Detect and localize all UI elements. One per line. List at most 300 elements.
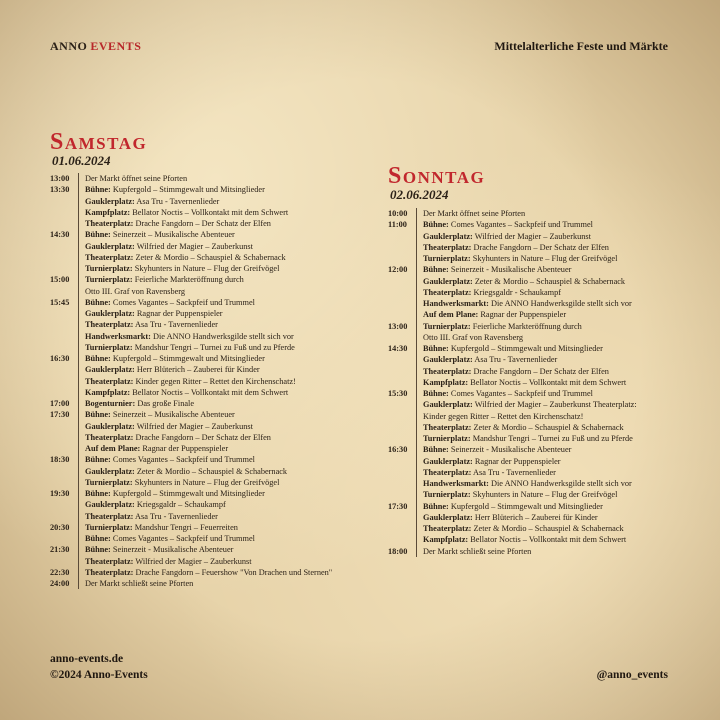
venue-label: Gauklerplatz: <box>423 456 473 466</box>
schedule-entry <box>85 578 193 589</box>
schedule-time: 12:00 <box>388 265 408 275</box>
schedule-entry <box>423 332 523 343</box>
time-divider <box>78 421 79 432</box>
schedule-row <box>50 229 332 240</box>
venue-label: Bühne: <box>423 344 449 353</box>
schedule-time: 16:30 <box>50 354 70 363</box>
venue-label: Theaterplatz: <box>85 320 134 330</box>
event-text: Das große Finale <box>137 399 195 408</box>
venue-label: Bogenturnier: <box>85 399 136 408</box>
event-text: Seinerzeit – Musikalische Abenteuer <box>112 230 235 240</box>
venue-label: Theaterplatz: <box>85 567 134 577</box>
venue-label: Theaterplatz: <box>423 524 472 533</box>
venue-label: Gauklerplatz: <box>423 276 473 286</box>
time-divider <box>416 298 417 309</box>
schedule-time <box>388 467 414 478</box>
schedule-row <box>50 488 332 499</box>
schedule-row <box>50 207 332 218</box>
schedule-time <box>50 319 76 330</box>
venue-label: Bühne: <box>85 489 111 498</box>
schedule-row <box>388 467 637 478</box>
schedule-entry <box>423 309 566 320</box>
schedule-time <box>388 309 414 320</box>
schedule-entry <box>85 263 279 274</box>
event-text: Bellator Noctis – Vollkontakt mit dem Schwert <box>132 387 289 397</box>
schedule-time: 14:30 <box>388 344 408 353</box>
venue-label: Handwerksmarkt: <box>85 331 151 341</box>
website-link[interactable]: anno-events.de <box>50 653 124 665</box>
time-divider <box>416 534 417 545</box>
event-text: Drache Fangdorn – Der Schatz der Elfen <box>135 219 271 228</box>
schedule-entry <box>423 321 582 332</box>
event-text: Wilfried der Magier – Zauberkunst <box>135 556 252 566</box>
schedule-time: 15:00 <box>50 275 70 285</box>
schedule-row <box>388 377 637 388</box>
time-divider <box>78 477 79 488</box>
schedule-time <box>388 366 414 377</box>
schedule-entry <box>423 489 617 500</box>
time-divider <box>78 263 79 274</box>
schedule-row <box>50 364 332 375</box>
schedule-row <box>388 309 637 320</box>
schedule-row <box>388 422 637 433</box>
event-text: Bellator Noctis – Vollkontakt mit dem Schwert <box>470 377 627 387</box>
event-text: Kupfergold – Stimmgewalt und Mitsinglieder <box>112 185 265 195</box>
schedule-entry <box>423 546 531 557</box>
event-text: Wilfried der Magier – Zauberkunst <box>474 231 591 241</box>
time-divider <box>416 354 417 365</box>
event-text: Herr Blüterich – Zauberei für Kinder <box>474 512 598 522</box>
schedule-row <box>50 398 332 409</box>
schedule-time <box>388 534 414 545</box>
schedule-row <box>388 276 637 287</box>
event-text: Zeter & Mordio – Schauspiel & Schabernack <box>473 524 624 533</box>
schedule-entry <box>85 533 255 544</box>
schedule-row <box>388 433 637 444</box>
sunday-schedule <box>388 208 637 557</box>
time-divider <box>416 422 417 433</box>
event-text: Drache Fangdorn – Feuershow "Von Drachen und Sternen" <box>135 567 333 577</box>
venue-label: Theaterplatz: <box>85 252 134 262</box>
venue-label: Gauklerplatz: <box>423 231 473 241</box>
event-text: Drache Fangdorn – Der Schatz der Elfen <box>473 242 609 252</box>
schedule-entry <box>85 556 252 567</box>
venue-label: Turnierplatz: <box>423 321 471 331</box>
schedule-row <box>50 297 332 308</box>
schedule-time <box>388 354 414 365</box>
schedule-time <box>50 286 76 297</box>
schedule-entry <box>423 231 591 242</box>
schedule-entry <box>85 173 187 184</box>
schedule-row <box>50 274 332 285</box>
time-divider <box>416 478 417 489</box>
event-text: Otto III. Graf von Ravensberg <box>85 286 186 296</box>
schedule-time <box>388 242 414 253</box>
schedule-time: 16:30 <box>388 445 408 455</box>
venue-label: Bühne: <box>423 445 449 455</box>
event-text: Otto III. Graf von Ravensberg <box>423 332 524 342</box>
schedule-entry <box>423 276 625 287</box>
schedule-row <box>50 252 332 263</box>
time-divider <box>416 309 417 320</box>
time-divider <box>416 377 417 388</box>
venue-label: Kampfplatz: <box>85 387 131 397</box>
time-divider <box>78 319 79 330</box>
time-divider <box>78 544 79 555</box>
schedule-row <box>388 343 637 354</box>
schedule-time: 10:00 <box>388 209 408 218</box>
time-divider <box>78 297 79 308</box>
time-divider <box>416 489 417 500</box>
event-text: Der Markt öffnet seine Pforten <box>423 209 526 218</box>
schedule-time: 17:00 <box>50 399 70 408</box>
schedule-time <box>388 276 414 287</box>
schedule-entry <box>423 422 624 433</box>
event-text: Ragnar der Puppenspieler <box>474 456 561 466</box>
schedule-row <box>50 342 332 353</box>
schedule-row <box>388 231 637 242</box>
schedule-row <box>388 242 637 253</box>
schedule-entry <box>423 411 583 422</box>
schedule-time <box>388 478 414 489</box>
schedule-time: 17:30 <box>388 501 408 511</box>
schedule-entry <box>85 218 271 229</box>
copyright: ©2024 Anno-Events <box>50 669 148 681</box>
schedule-entry <box>423 534 626 545</box>
event-text: Der Markt schließt seine Pforten <box>423 546 532 556</box>
schedule-row <box>388 399 637 410</box>
time-divider <box>416 546 417 557</box>
venue-label: Kampfplatz: <box>423 377 469 387</box>
schedule-time: 20:30 <box>50 522 70 532</box>
time-divider <box>416 523 417 534</box>
schedule-entry <box>85 286 185 297</box>
schedule-time: 13:30 <box>50 185 70 195</box>
venue-label: Gauklerplatz: <box>85 309 135 318</box>
schedule-row <box>388 332 637 343</box>
schedule-row <box>50 567 332 578</box>
schedule-time <box>388 422 414 433</box>
time-divider <box>78 522 79 533</box>
schedule-entry <box>423 219 593 230</box>
schedule-entry <box>85 398 194 409</box>
schedule-time: 17:30 <box>50 410 70 420</box>
venue-label: Kampfplatz: <box>423 535 469 545</box>
schedule-time: 15:45 <box>50 297 70 307</box>
venue-label: Handwerksmarkt: <box>423 479 489 488</box>
schedule-entry <box>85 544 233 555</box>
schedule-row <box>50 387 332 398</box>
venue-label: Theaterplatz: <box>85 219 134 228</box>
schedule-entry <box>423 523 624 534</box>
schedule-row <box>50 544 332 555</box>
event-text: Asa Tru - Tavernenlieder <box>136 196 220 206</box>
schedule-time: 13:00 <box>388 321 408 331</box>
tagline: Mittelalterliche Feste und Märkte <box>494 39 668 53</box>
time-divider <box>78 342 79 353</box>
schedule-entry <box>85 376 296 387</box>
venue-label: Theaterplatz: <box>423 422 472 432</box>
time-divider <box>416 264 417 275</box>
time-divider <box>416 433 417 444</box>
event-text: Kupfergold – Stimmgewalt und Mitsinglieder <box>112 489 265 498</box>
time-divider <box>416 343 417 354</box>
event-text: Kriegsgaldr - Schaukampf <box>473 287 562 297</box>
schedule-time <box>388 433 414 444</box>
time-divider <box>78 409 79 420</box>
time-divider <box>78 274 79 285</box>
venue-label: Gauklerplatz: <box>423 400 473 410</box>
venue-label: Turnierplatz: <box>85 275 133 285</box>
event-text: Feierliche Markteröffnung durch <box>472 321 582 331</box>
event-text: Kupfergold – Stimmgewalt und Mitsinglieder <box>112 354 265 363</box>
schedule-row <box>50 173 332 184</box>
event-text: Wilfried der Magier – Zauberkunst <box>136 241 253 251</box>
schedule-entry <box>85 241 253 252</box>
venue-label: Bühne: <box>423 389 449 398</box>
time-divider <box>78 454 79 465</box>
schedule-entry <box>85 432 271 443</box>
venue-label: Bühne: <box>85 297 111 307</box>
time-divider <box>78 229 79 240</box>
time-divider <box>78 376 79 387</box>
event-text: Die ANNO Handwerksgilde stellt sich vor <box>491 479 632 488</box>
schedule-time <box>388 287 414 298</box>
event-text: Der Markt schließt seine Pforten <box>85 579 194 588</box>
venue-label: Gauklerplatz: <box>85 421 135 431</box>
schedule-time <box>388 512 414 523</box>
event-text: Seinerzeit - Musikalische Abenteuer <box>450 265 572 275</box>
time-divider <box>78 511 79 522</box>
schedule-time <box>50 342 76 353</box>
schedule-time <box>388 411 414 422</box>
venue-label: Handwerksmarkt: <box>423 299 489 308</box>
schedule-row <box>50 241 332 252</box>
event-text: Mandshur Tengri – Turnei zu Fuß und zu Pferde <box>472 434 633 443</box>
schedule-row <box>50 409 332 420</box>
time-divider <box>416 444 417 455</box>
schedule-row <box>50 353 332 364</box>
event-text: Ragnar der Puppenspieler <box>136 309 223 318</box>
event-text: Zeter & Mordio – Schauspiel & Schabernack <box>473 422 624 432</box>
saturday-date: 01.06.2024 <box>52 153 111 168</box>
schedule-entry <box>85 421 253 432</box>
schedule-entry <box>85 387 288 398</box>
schedule-time: 18:00 <box>388 546 408 556</box>
schedule-row <box>388 388 637 399</box>
schedule-time <box>50 556 76 567</box>
schedule-entry <box>423 366 609 377</box>
schedule-row <box>388 489 637 500</box>
schedule-row <box>50 443 332 454</box>
event-text: Ragnar der Puppenspieler <box>142 444 229 453</box>
event-text: Asa Tru - Tavernenlieder <box>474 355 558 365</box>
time-divider <box>78 286 79 297</box>
event-text: Kriegsgaldr – Schaukampf <box>136 500 226 510</box>
schedule-time <box>50 511 76 522</box>
schedule-row <box>388 501 637 512</box>
sunday-date: 02.06.2024 <box>390 187 449 202</box>
schedule-row <box>50 184 332 195</box>
time-divider <box>78 331 79 342</box>
schedule-time <box>50 252 76 263</box>
schedule-entry <box>85 443 228 454</box>
schedule-time <box>50 533 76 544</box>
schedule-row <box>388 534 637 545</box>
event-text: Kinder gegen Ritter – Rettet den Kirchenschatz! <box>135 376 296 386</box>
sunday-day: Sonntag <box>388 163 486 189</box>
schedule-time <box>50 421 76 432</box>
schedule-row <box>50 263 332 274</box>
schedule-time: 24:00 <box>50 579 70 588</box>
schedule-row <box>388 208 637 219</box>
schedule-entry <box>423 467 556 478</box>
time-divider <box>416 456 417 467</box>
time-divider <box>416 388 417 399</box>
schedule-row <box>50 196 332 207</box>
schedule-time: 15:30 <box>388 389 408 398</box>
schedule-time <box>50 466 76 477</box>
schedule-row <box>50 454 332 465</box>
brand-logo <box>50 39 141 54</box>
schedule-entry <box>85 297 255 308</box>
schedule-row <box>388 366 637 377</box>
schedule-time <box>388 456 414 467</box>
schedule-time <box>50 364 76 375</box>
schedule-entry <box>85 252 286 263</box>
venue-label: Turnierplatz: <box>85 477 133 487</box>
time-divider <box>78 443 79 454</box>
event-text: Skyhunters in Nature – Flug der Greifvögel <box>134 264 280 273</box>
venue-label: Gauklerplatz: <box>85 466 135 476</box>
schedule-row <box>388 264 637 275</box>
schedule-time: 21:30 <box>50 545 70 555</box>
time-divider <box>78 364 79 375</box>
schedule-row <box>388 321 637 332</box>
venue-label: Turnierplatz: <box>85 342 133 352</box>
schedule-time <box>388 253 414 264</box>
schedule-time: 22:30 <box>50 567 70 577</box>
venue-label: Turnierplatz: <box>85 264 133 273</box>
venue-label: Turnierplatz: <box>423 434 471 443</box>
time-divider <box>78 173 79 184</box>
venue-label: Gauklerplatz: <box>423 355 473 365</box>
saturday-schedule <box>50 173 332 589</box>
schedule-time <box>388 489 414 500</box>
schedule-entry <box>85 466 287 477</box>
schedule-row <box>388 512 637 523</box>
time-divider <box>78 387 79 398</box>
schedule-row <box>50 511 332 522</box>
schedule-row <box>50 533 332 544</box>
schedule-time <box>50 207 76 218</box>
social-handle[interactable]: @anno_events <box>596 669 668 681</box>
venue-label: Bühne: <box>85 410 111 420</box>
event-text: Kupfergold – Stimmgewalt und Mitsinglieder <box>450 501 603 511</box>
venue-label: Gauklerplatz: <box>85 500 135 510</box>
event-text: Skyhunters in Nature – Flug der Greifvögel <box>134 477 280 487</box>
schedule-entry <box>85 567 332 578</box>
time-divider <box>78 241 79 252</box>
schedule-entry <box>423 388 593 399</box>
time-divider <box>78 488 79 499</box>
schedule-row <box>388 478 637 489</box>
schedule-row <box>50 432 332 443</box>
schedule-row <box>50 556 332 567</box>
schedule-time <box>50 387 76 398</box>
event-text: Zeter & Mordio – Schauspiel & Schabernack <box>135 252 286 262</box>
schedule-time <box>50 218 76 229</box>
time-divider <box>416 512 417 523</box>
schedule-time <box>50 196 76 207</box>
schedule-time: 19:30 <box>50 489 70 498</box>
time-divider <box>78 578 79 589</box>
schedule-entry <box>85 499 226 510</box>
event-text: Wilfried der Magier – Zauberkunst <box>136 421 253 431</box>
time-divider <box>416 366 417 377</box>
schedule-entry <box>85 342 295 353</box>
schedule-row <box>50 421 332 432</box>
schedule-entry <box>423 287 561 298</box>
venue-label: Bühne: <box>423 501 449 511</box>
schedule-entry <box>85 274 244 285</box>
venue-label: Theaterplatz: <box>423 467 472 477</box>
time-divider <box>78 218 79 229</box>
schedule-entry <box>85 308 223 319</box>
event-text: Asa Tru - Tavernenlieder <box>135 320 218 330</box>
schedule-row <box>50 499 332 510</box>
event-text: Kinder gegen Ritter – Rettet den Kirchenschatz! <box>423 411 584 421</box>
time-divider <box>416 332 417 343</box>
schedule-row <box>50 319 332 330</box>
event-text: Die ANNO Handwerksgilde stellt sich vor <box>491 299 632 308</box>
schedule-entry <box>85 353 265 364</box>
event-text: Drache Fangdorn – Der Schatz der Elfen <box>135 432 271 442</box>
schedule-entry <box>85 477 279 488</box>
event-text: Bellator Noctis – Vollkontakt mit dem Schwert <box>132 207 289 217</box>
venue-label: Theaterplatz: <box>85 376 134 386</box>
schedule-row <box>388 287 637 298</box>
schedule-entry <box>85 364 260 375</box>
time-divider <box>78 308 79 319</box>
event-text: Seinerzeit – Musikalische Abenteuer <box>112 410 235 420</box>
schedule-entry <box>423 501 603 512</box>
schedule-time <box>50 376 76 387</box>
time-divider <box>78 466 79 477</box>
event-text: Seinerzeit - Musikalische Abenteuer <box>450 445 572 455</box>
time-divider <box>416 242 417 253</box>
event-text: Bellator Noctis – Vollkontakt mit dem Schwert <box>470 535 627 545</box>
event-text: Drache Fangdorn – Der Schatz der Elfen <box>473 366 609 376</box>
venue-label: Auf dem Plane: <box>423 310 479 320</box>
saturday-heading <box>50 130 147 168</box>
schedule-time <box>50 499 76 510</box>
time-divider <box>78 556 79 567</box>
time-divider <box>416 467 417 478</box>
event-text: Comes Vagantes – Sackpfeif und Trummel <box>450 220 593 230</box>
event-text: Zeter & Mordio – Schauspiel & Schabernack <box>136 466 288 476</box>
venue-label: Kampfplatz: <box>85 207 131 217</box>
schedule-row <box>388 523 637 534</box>
event-text: Wilfried der Magier – Zauberkunst Theaterplatz: <box>474 400 637 410</box>
schedule-row <box>388 219 637 230</box>
time-divider <box>78 432 79 443</box>
event-text: Comes Vagantes – Sackpfeif und Trummel <box>112 455 255 465</box>
time-divider <box>416 219 417 230</box>
event-text: Skyhunters in Nature – Flug der Greifvögel <box>472 254 618 263</box>
schedule-entry <box>85 522 238 533</box>
event-text: Zeter & Mordio – Schauspiel & Schabernack <box>474 276 626 286</box>
